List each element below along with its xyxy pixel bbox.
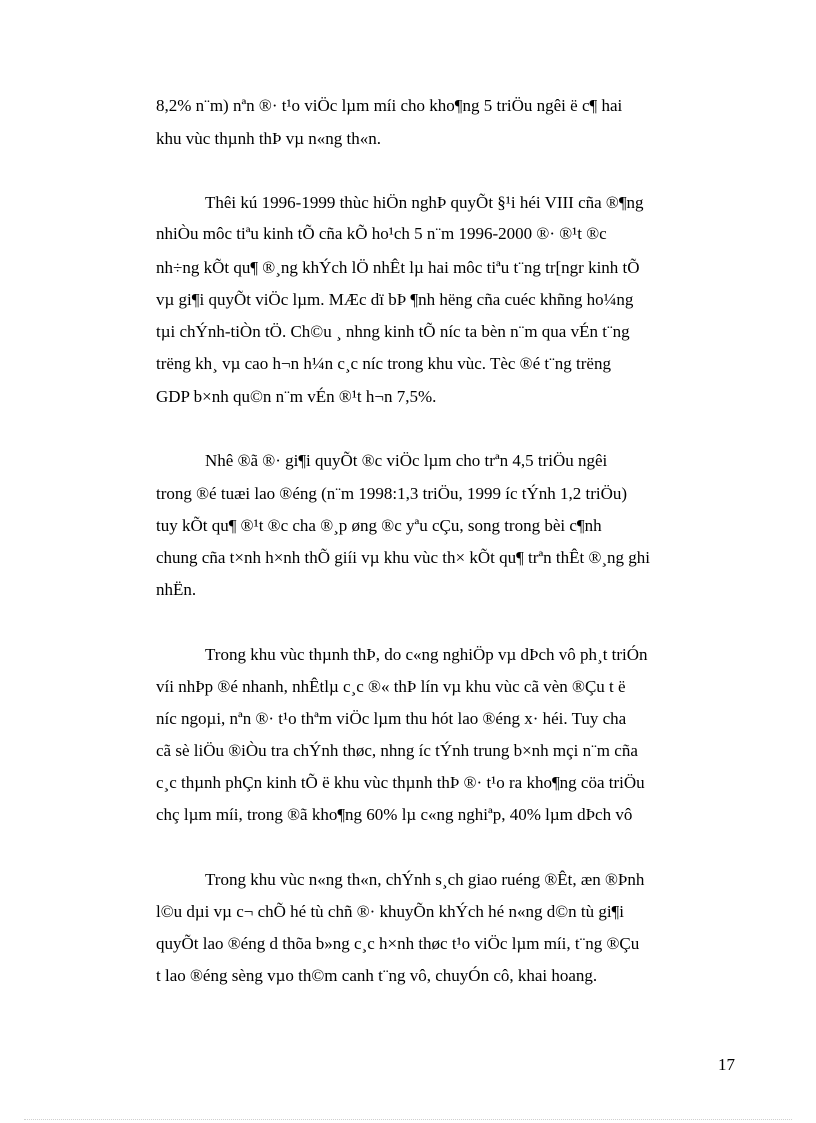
text-line: cã sè liÖu ®iÒu tra chÝnh thøc, nhng íc tÝnh trung b×nh mçi n¨m cña [156,741,638,760]
text-line: nhËn. [156,580,197,599]
page-edge-divider [24,1119,792,1120]
text-line: tµi chÝnh-tiÒn tÖ. Ch©u ¸ nhng kinh tÕ níc ta bèn n¨m qua vÉn t¨ng [156,322,630,341]
text-line: t lao ®éng sèng vµo th©m canh t¨ng vô, chuyÓn cô, khai hoang. [156,966,598,985]
text-line: nhiÒu môc tiªu kinh tÕ cña kÕ ho¹ch 5 n¨m 1996-2000 ®· ®¹t ®c [156,224,607,243]
text-line: quyÕt lao ®éng d thõa b»ng c¸c h×nh thøc t¹o viÖc lµm míi, t¨ng ®Çu [156,934,640,953]
text-line: nh÷ng kÕt qu¶ ®¸ng khÝch lÖ nhÊt lµ hai môc tiªu t¨ng tr[ngr kinh tÕ [156,258,640,277]
text-line: Trong khu vùc thµnh thÞ, do c«ng nghiÖp vµ dÞch vô ph¸t triÓn [205,645,648,664]
text-line: Nhê ®ã ®· gi¶i quyÕt ®c viÖc lµm cho trªn 4,5 triÖu ngêi [205,451,608,470]
text-line: c¸c thµnh phÇn kinh tÕ ë khu vùc thµnh thÞ ®· t¹o ra kho¶ng cöa triÖu [156,773,645,792]
text-line: chung cña t×nh h×nh thÕ giíi vµ khu vùc th× kÕt qu¶ trªn thÊt ®¸ng ghi [156,548,651,567]
page-number: 17 [718,1055,735,1074]
text-line: khu vùc thµnh thÞ vµ n«ng th«n. [156,129,382,148]
text-line: trëng kh¸ vµ cao h¬n h¼n c¸c níc trong khu vùc. Tèc ®é t¨ng trëng [156,354,611,373]
text-line: tuy kÕt qu¶ ®¹t ®c cha ®¸p øng ®c yªu cÇu, song trong bèi c¶nh [156,516,602,535]
text-line: vµ gi¶i quyÕt viÖc lµm. MÆc dï bÞ ¶nh hëng cña cuéc khñng ho¼ng [156,290,634,309]
text-line: l©u dµi vµ c¬ chÕ hé tù chñ ®· khuyÕn khÝch hé n«ng d©n tù gi¶i [156,902,624,921]
text-line: trong ®é tuæi lao ®éng (n¨m 1998:1,3 triÖu, 1999 íc tÝnh 1,2 triÖu) [156,484,628,503]
text-line: Trong khu vùc n«ng th«n, chÝnh s¸ch giao ruéng ®Êt, æn ®Þnh [205,870,645,889]
text-line: níc ngoµi, nªn ®· t¹o thªm viÖc lµm thu hót lao ®éng x· héi. Tuy cha [156,709,627,728]
text-line: Thêi kú 1996-1999 thùc hiÖn nghÞ quyÕt §¹i héi VIII cña ®¶ng [205,193,644,212]
text-line: chç lµm míi, trong ®ã kho¶ng 60% lµ c«ng nghiªp, 40% lµm dÞch vô [156,805,633,824]
text-line: 8,2% n¨m) nªn ®· t¹o viÖc lµm míi cho kho¶ng 5 triÖu ngêi ë c¶ hai [156,96,623,115]
text-line: GDP b×nh qu©n n¨m vÉn ®¹t h¬n 7,5%. [156,387,437,406]
text-line: víi nhÞp ®é nhanh, nhÊtlµ c¸c ®« thÞ lín vµ khu vùc cã vèn ®Çu t ë [156,677,626,696]
